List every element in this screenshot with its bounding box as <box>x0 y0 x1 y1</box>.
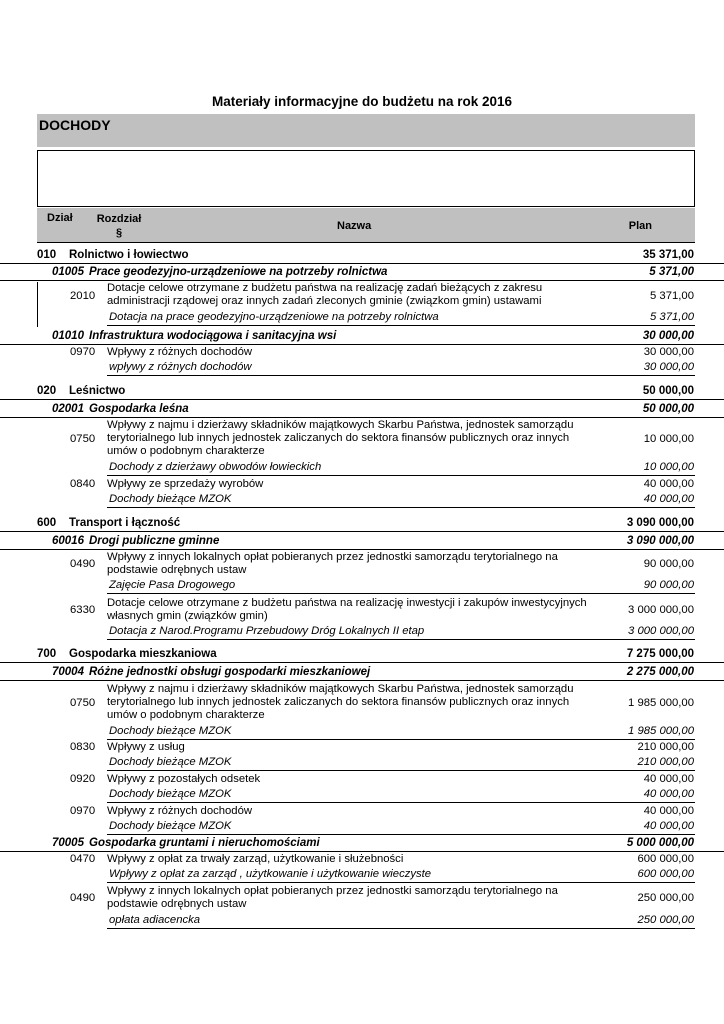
paragraf-row <box>0 551 724 578</box>
paragraf-code: 0490 <box>70 892 96 904</box>
paragraf-value: 40 000,00 <box>643 478 694 490</box>
paragraf-row <box>0 853 724 867</box>
rozdzial-code: 70005 <box>52 837 84 849</box>
paragraf-text: Wpływy z pozostałych odsetek <box>107 773 261 785</box>
rule <box>37 282 38 327</box>
rozdzial-value: 3 090 000,00 <box>626 535 694 547</box>
detail-text: wpływy z różnych dochodów <box>109 361 252 373</box>
detail-text: Dochody bieżące MZOK <box>109 493 232 505</box>
rozdzial-row <box>0 266 724 281</box>
rozdzial-name: Gospodarka leśna <box>89 403 189 415</box>
col-paragraf-label: § <box>115 227 123 239</box>
paragraf-row <box>0 597 724 624</box>
dzial-value: 7 275 000,00 <box>626 648 694 660</box>
paragraf-value: 30 000,00 <box>643 346 694 358</box>
paragraf-row <box>0 419 724 460</box>
dzial-row <box>0 517 724 532</box>
paragraf-value: 250 000,00 <box>637 892 694 904</box>
detail-row <box>107 311 695 326</box>
rozdzial-code: 02001 <box>52 403 84 415</box>
detail-row <box>107 461 695 476</box>
rozdzial-row <box>0 403 724 418</box>
dzial-value: 3 090 000,00 <box>626 517 694 529</box>
paragraf-row <box>0 478 724 492</box>
detail-text: Zajęcie Pasa Drogowego <box>109 579 236 591</box>
page-title: Materiały informacyjne do budżetu na rok 2016 <box>211 94 513 109</box>
detail-value: 40 000,00 <box>643 493 694 505</box>
header-line <box>37 242 695 243</box>
paragraf-text: Wpływy z usług <box>107 741 185 753</box>
dzial-code: 700 <box>37 648 57 660</box>
section-title: DOCHODY <box>39 117 111 133</box>
rozdzial-value: 2 275 000,00 <box>626 666 694 678</box>
rozdzial-code: 60016 <box>52 535 84 547</box>
paragraf-text: Wpływy z opłat za trwały zarząd, użytkowanie i służebności <box>107 853 404 865</box>
detail-text: Dochody bieżące MZOK <box>109 788 232 800</box>
detail-row <box>107 788 695 803</box>
section-band <box>37 114 695 147</box>
dzial-row <box>0 648 724 663</box>
detail-text: Dochody bieżące MZOK <box>109 756 232 768</box>
detail-row <box>107 868 695 883</box>
detail-row <box>107 820 695 835</box>
dzial-name: Transport i łączność <box>69 517 181 529</box>
paragraf-row <box>0 346 724 360</box>
rozdzial-value: 5 371,00 <box>649 266 694 278</box>
paragraf-text: Wpływy z różnych dochodów <box>107 805 253 817</box>
dzial-value: 50 000,00 <box>642 385 694 397</box>
paragraf-value: 90 000,00 <box>643 558 694 570</box>
detail-text: Wpływy z opłat za zarząd , użytkowanie i użytkowanie wieczyste <box>109 868 432 880</box>
detail-value: 10 000,00 <box>643 461 694 473</box>
dzial-code: 010 <box>37 249 57 261</box>
paragraf-text: Dotacje celowe otrzymane z budżetu państwa na realizację inwestycji i zakupów inwestycyjnych własnych gmin (związków gmin) <box>107 597 587 622</box>
rozdzial-name: Różne jednostki obsługi gospodarki mieszkaniowej <box>89 666 371 678</box>
col-plan: Plan <box>628 220 652 232</box>
paragraf-row <box>0 885 724 912</box>
detail-value: 210 000,00 <box>637 756 694 768</box>
col-rozdzial-label: Rozdział <box>96 213 142 225</box>
detail-row <box>107 625 695 640</box>
rozdzial-code: 70004 <box>52 666 84 678</box>
detail-value: 40 000,00 <box>643 788 694 800</box>
paragraf-value: 10 000,00 <box>643 433 694 445</box>
detail-row <box>107 361 695 376</box>
paragraf-row <box>0 683 724 724</box>
paragraf-row <box>0 741 724 755</box>
dzial-value: 35 371,00 <box>642 249 694 261</box>
paragraf-row <box>0 773 724 787</box>
rozdzial-code: 01005 <box>52 266 84 278</box>
dzial-code: 600 <box>37 517 57 529</box>
rozdzial-value: 50 000,00 <box>642 403 694 415</box>
paragraf-code: 0470 <box>70 853 96 865</box>
paragraf-text: Dotacje celowe otrzymane z budżetu państwa na realizację zadań bieżących z zakresu administracji rządowej oraz innych zadań zleconych gminie (związkom gmin) ustawami <box>107 282 543 307</box>
table-header <box>37 208 695 242</box>
paragraf-text: Wpływy ze sprzedaży wyrobów <box>107 478 264 490</box>
paragraf-value: 600 000,00 <box>637 853 694 865</box>
col-dzial: Dział <box>47 212 73 224</box>
rozdzial-value: 30 000,00 <box>642 330 694 342</box>
empty-box <box>37 150 695 207</box>
detail-row <box>107 914 695 929</box>
paragraf-code: 6330 <box>70 604 96 616</box>
paragraf-code: 0970 <box>70 346 96 358</box>
detail-value: 250 000,00 <box>637 914 694 926</box>
paragraf-text: Wpływy z innych lokalnych opłat pobieranych przez jednostki samorządu terytorialnego na podstawie odrębnych ustaw <box>107 885 558 910</box>
rozdzial-name: Infrastruktura wodociągowa i sanitacyjna wsi <box>89 330 337 342</box>
detail-text: Dotacja z Narod.Programu Przebudowy Dróg Lokalnych II etap <box>109 625 425 637</box>
dzial-code: 020 <box>37 385 57 397</box>
detail-text: opłata adiacencka <box>109 914 201 926</box>
paragraf-code: 0840 <box>70 478 96 490</box>
detail-value: 3 000 000,00 <box>628 625 694 637</box>
paragraf-code: 0920 <box>70 773 96 785</box>
detail-text: Dochody z dzierżawy obwodów łowieckich <box>109 461 322 473</box>
detail-row <box>107 579 695 594</box>
dzial-name: Gospodarka mieszkaniowa <box>69 648 217 660</box>
rozdzial-row <box>0 535 724 550</box>
paragraf-code: 0830 <box>70 741 96 753</box>
detail-row <box>107 493 695 508</box>
detail-value: 5 371,00 <box>650 311 694 323</box>
paragraf-row <box>0 805 724 819</box>
detail-value: 40 000,00 <box>643 820 694 832</box>
rozdzial-value: 5 000 000,00 <box>626 837 694 849</box>
rozdzial-name: Drogi publiczne gminne <box>89 535 220 547</box>
detail-value: 600 000,00 <box>637 868 694 880</box>
detail-value: 30 000,00 <box>643 361 694 373</box>
paragraf-code: 2010 <box>70 290 96 302</box>
paragraf-code: 0750 <box>70 697 96 709</box>
detail-text: Dotacja na prace geodezyjno-urządzeniowe na potrzeby rolnictwa <box>109 311 439 323</box>
paragraf-value: 3 000 000,00 <box>628 604 694 616</box>
dzial-row <box>0 385 724 400</box>
rozdzial-name: Prace geodezyjno-urządzeniowe na potrzeby rolnictwa <box>89 266 388 278</box>
paragraf-value: 40 000,00 <box>643 805 694 817</box>
detail-value: 90 000,00 <box>643 579 694 591</box>
dzial-name: Rolnictwo i łowiectwo <box>69 249 189 261</box>
paragraf-value: 210 000,00 <box>637 741 694 753</box>
paragraf-value: 5 371,00 <box>650 290 694 302</box>
detail-row <box>107 725 695 740</box>
rozdzial-name: Gospodarka gruntami i nieruchomościami <box>89 837 320 849</box>
detail-text: Dochody bieżące MZOK <box>109 725 232 737</box>
col-rozdzial <box>89 212 149 240</box>
rozdzial-row <box>0 837 724 852</box>
dzial-row <box>0 249 724 264</box>
detail-row <box>107 756 695 771</box>
rozdzial-row <box>0 666 724 681</box>
paragraf-text: Wpływy z różnych dochodów <box>107 346 253 358</box>
paragraf-code: 0970 <box>70 805 96 817</box>
rozdzial-row <box>0 330 724 345</box>
paragraf-value: 1 985 000,00 <box>628 697 694 709</box>
paragraf-code: 0750 <box>70 433 96 445</box>
paragraf-text: Wpływy z innych lokalnych opłat pobieranych przez jednostki samorządu terytorialnego na podstawie odrębnych ustaw <box>107 551 558 576</box>
rozdzial-code: 01010 <box>52 330 84 342</box>
paragraf-text: Wpływy z najmu i dzierżawy składników majątkowych Skarbu Państwa, jednostek samorządu terytorialnego lub innych jednostek zaliczanych do sektora finansów publicznych oraz innych umów o podobnym charakterze <box>107 419 574 457</box>
paragraf-row <box>0 282 724 310</box>
dzial-name: Leśnictwo <box>69 385 126 397</box>
paragraf-code: 0490 <box>70 558 96 570</box>
paragraf-text: Wpływy z najmu i dzierżawy składników majątkowych Skarbu Państwa, jednostek samorządu terytorialnego lub innych jednostek zaliczanych do sektora finansów publicznych oraz innych umów o podobnym charakterze <box>107 683 574 721</box>
col-nazwa: Nazwa <box>337 220 372 232</box>
detail-value: 1 985 000,00 <box>628 725 694 737</box>
detail-text: Dochody bieżące MZOK <box>109 820 232 832</box>
paragraf-value: 40 000,00 <box>643 773 694 785</box>
